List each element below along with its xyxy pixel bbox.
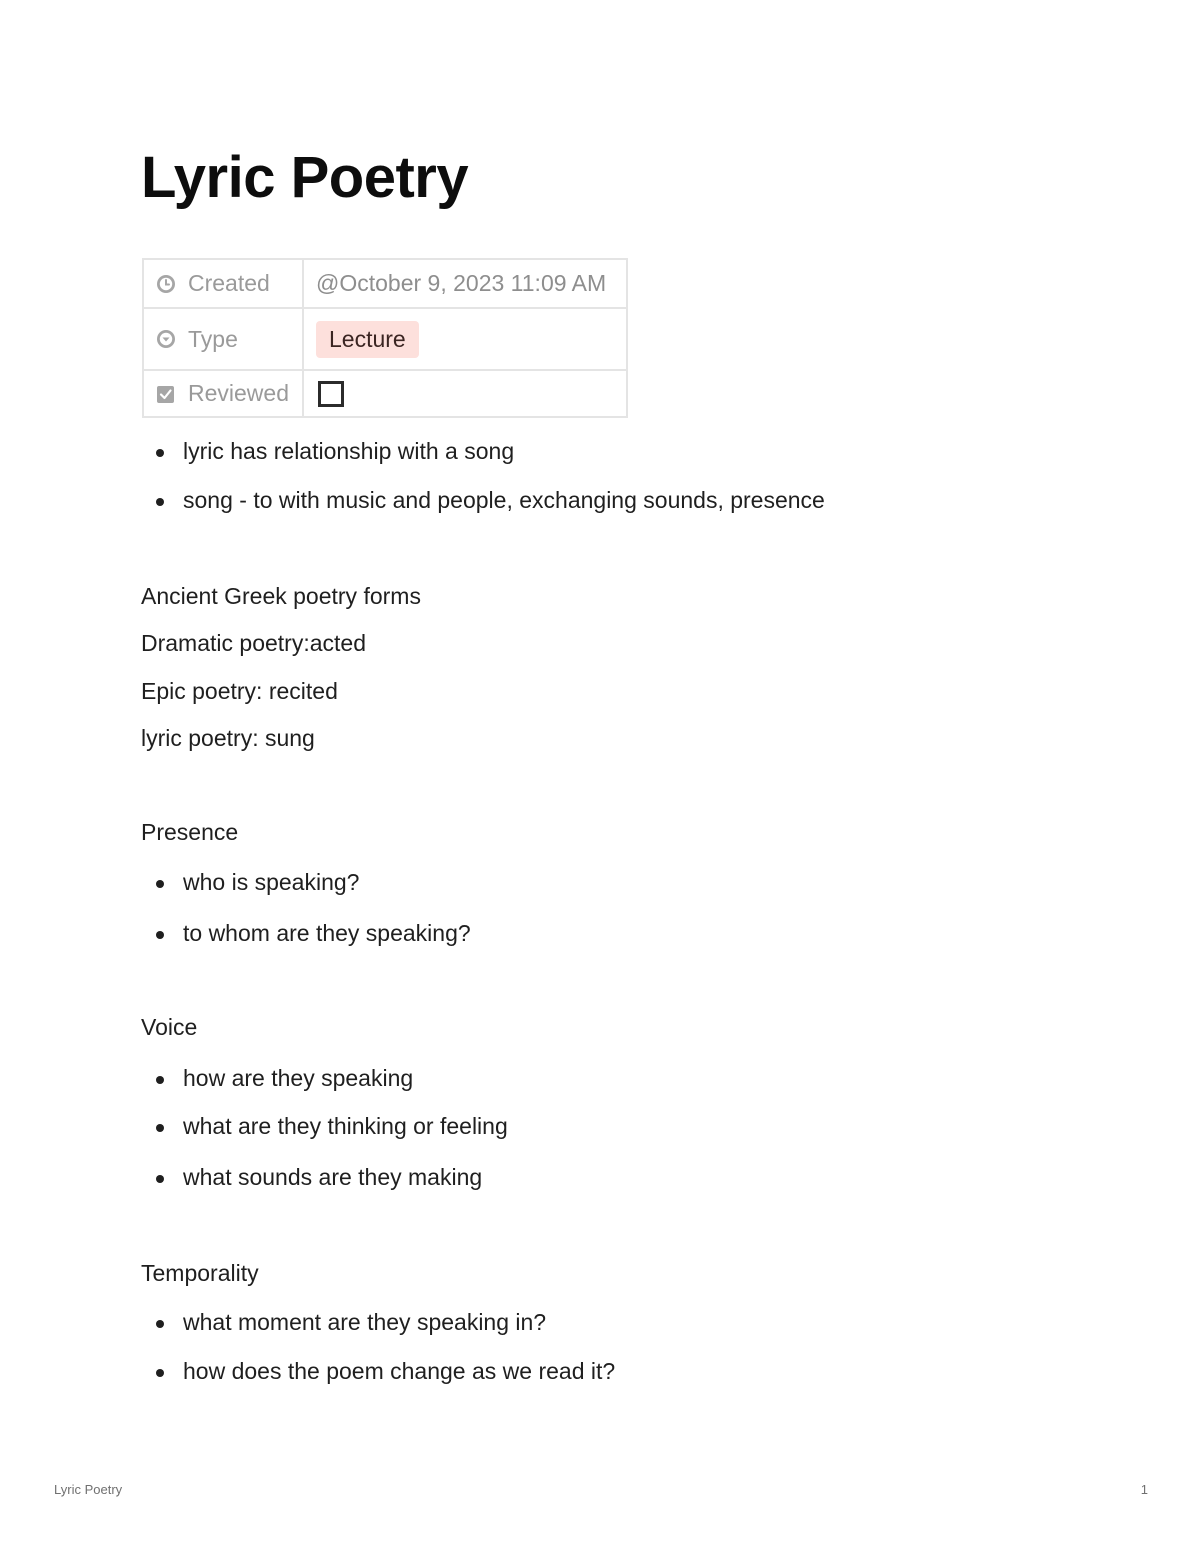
list-item: how are they speaking	[141, 1063, 508, 1093]
properties-table	[142, 258, 628, 418]
footer-title: Lyric Poetry	[54, 1482, 123, 1497]
page-title: Lyric Poetry	[141, 145, 469, 210]
temporality-bullet-list	[141, 1307, 615, 1386]
list-item: what are they thinking or feeling	[141, 1111, 508, 1141]
list-item: how does the poem change as we read it?	[141, 1356, 615, 1386]
intro-bullet-list	[141, 436, 825, 515]
property-row-created	[143, 259, 627, 308]
list-item: who is speaking?	[141, 867, 471, 897]
property-key	[143, 308, 303, 370]
page-number: 1	[1140, 1482, 1148, 1497]
clock-icon	[156, 274, 176, 294]
list-item: song - to with music and people, exchanging sounds, presence	[141, 485, 825, 515]
paragraph: Epic poetry: recited	[141, 678, 338, 704]
paragraph: lyric poetry: sung	[141, 725, 315, 751]
temporality-heading: Temporality	[141, 1260, 259, 1286]
property-key	[143, 370, 303, 417]
presence-heading: Presence	[141, 819, 239, 845]
property-value-cell[interactable]	[303, 308, 627, 370]
select-icon	[156, 329, 176, 349]
paragraph: Dramatic poetry:acted	[141, 630, 366, 656]
property-value-cell	[303, 370, 627, 417]
created-date-value: @October 9, 2023 11:09 AM	[316, 270, 607, 296]
reviewed-checkbox[interactable]	[318, 381, 344, 407]
forms-heading: Ancient Greek poetry forms	[141, 583, 421, 609]
checkbox-icon	[156, 384, 176, 404]
list-item: what sounds are they making	[141, 1162, 508, 1192]
presence-bullet-list	[141, 867, 471, 948]
voice-heading: Voice	[141, 1014, 198, 1040]
property-value-cell[interactable]	[303, 259, 627, 308]
property-key	[143, 259, 303, 308]
type-tag[interactable]: Lecture	[316, 321, 419, 358]
property-label-created: Created	[188, 270, 270, 296]
list-item: to whom are they speaking?	[141, 918, 471, 948]
list-item: what moment are they speaking in?	[141, 1307, 615, 1337]
list-item: lyric has relationship with a song	[141, 436, 825, 466]
property-row-type	[143, 308, 627, 370]
voice-bullet-list	[141, 1063, 508, 1192]
property-row-reviewed	[143, 370, 627, 417]
property-label-reviewed: Reviewed	[188, 380, 289, 406]
property-label-type: Type	[188, 325, 238, 352]
